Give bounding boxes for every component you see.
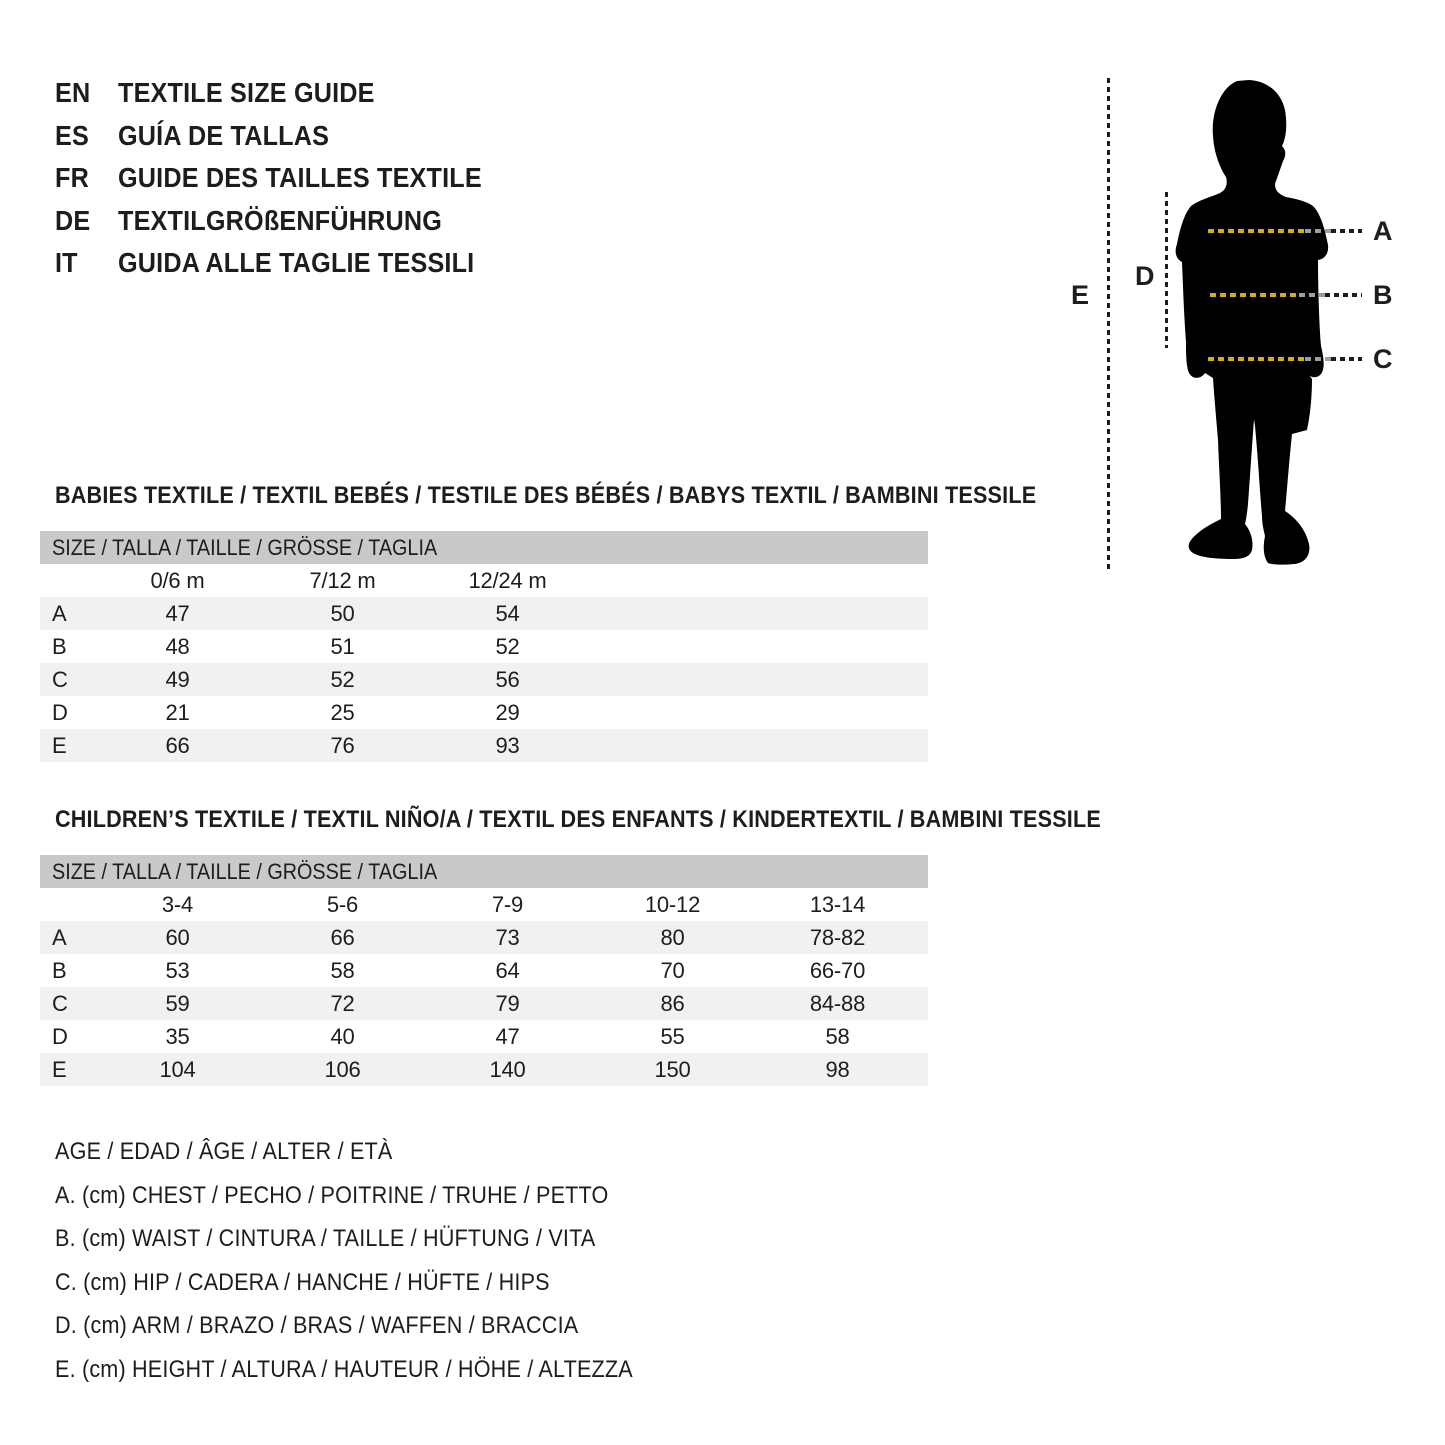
- table-cell: 40: [330, 1023, 355, 1049]
- table-row: [40, 597, 928, 630]
- table-row: [40, 921, 928, 954]
- row-label: D: [52, 1023, 68, 1049]
- table-cell: 140: [489, 1056, 526, 1082]
- children-size-header-bar: [40, 855, 928, 888]
- table-cell: 79: [495, 990, 520, 1016]
- language-row-es: [55, 115, 529, 158]
- hip-measure-line-fade: [1305, 357, 1331, 361]
- row-label: C: [52, 990, 68, 1016]
- column-header: 0/6 m: [150, 567, 205, 593]
- marker-label-d: D: [1135, 261, 1155, 291]
- babies-column-header-row: [40, 564, 928, 597]
- table-cell: 55: [660, 1023, 685, 1049]
- size-header-label: SIZE / TALLA / TAILLE / GRÖSSE / TAGLIA: [52, 534, 438, 560]
- table-cell: 80: [660, 924, 685, 950]
- children-section-title: CHILDREN’S TEXTILE / TEXTIL NIÑO/A / TEXTIL DES ENFANTS / KINDERTEXTIL / BAMBINI TESSILE: [55, 806, 1101, 833]
- language-row-it: [55, 242, 529, 285]
- column-header: 7-9: [491, 891, 524, 917]
- language-row-en: [55, 72, 529, 115]
- table-cell: 73: [495, 924, 520, 950]
- table-cell: 150: [654, 1056, 691, 1082]
- language-code: ES: [55, 119, 89, 151]
- language-row-fr: [55, 157, 529, 200]
- table-cell: 66: [165, 732, 190, 758]
- row-label: E: [52, 1056, 67, 1082]
- table-cell: 54: [495, 600, 520, 626]
- size-header-label: SIZE / TALLA / TAILLE / GRÖSSE / TAGLIA: [52, 858, 438, 884]
- chest-measure-line-fade: [1305, 229, 1331, 233]
- child-silhouette-icon: [1175, 78, 1340, 568]
- legend-height: E. (cm) HEIGHT / ALTURA / HAUTEUR / HÖHE / ALTEZZA: [55, 1355, 633, 1383]
- row-label: B: [52, 957, 67, 983]
- waist-measure-line-fade: [1299, 293, 1325, 297]
- table-cell: 52: [330, 666, 355, 692]
- table-cell: 53: [165, 957, 190, 983]
- guide-title-de: TEXTILGRÖßENFÜHRUNG: [118, 204, 443, 236]
- table-cell: 35: [165, 1023, 190, 1049]
- table-row: [40, 663, 928, 696]
- table-cell: 64: [495, 957, 520, 983]
- column-header: 12/24 m: [468, 567, 547, 593]
- table-cell: 72: [330, 990, 355, 1016]
- table-cell: 60: [165, 924, 190, 950]
- table-cell: 78-82: [809, 924, 866, 950]
- table-cell: 84-88: [809, 990, 866, 1016]
- measurement-legend: [55, 1130, 697, 1392]
- table-row: [40, 987, 928, 1020]
- children-size-table: [40, 855, 928, 1086]
- language-title-list: [55, 72, 529, 285]
- guide-title-en: TEXTILE SIZE GUIDE: [118, 77, 375, 108]
- legend-arm: D. (cm) ARM / BRAZO / BRAS / WAFFEN / BRACCIA: [55, 1312, 579, 1340]
- table-cell: 106: [324, 1056, 361, 1082]
- table-cell: 47: [165, 600, 190, 626]
- marker-label-a: A: [1373, 216, 1393, 246]
- children-column-header-row: [40, 888, 928, 921]
- table-cell: 66-70: [809, 957, 866, 983]
- marker-label-e: E: [1071, 280, 1090, 310]
- table-row: [40, 729, 928, 762]
- marker-label-c: C: [1373, 344, 1393, 374]
- table-cell: 48: [165, 633, 190, 659]
- row-label: A: [52, 600, 67, 626]
- babies-size-table: [40, 531, 928, 762]
- table-cell: 51: [330, 633, 355, 659]
- marker-label-b: B: [1373, 280, 1393, 310]
- waist-measure-line-dark: [1325, 293, 1362, 297]
- table-cell: 98: [825, 1056, 850, 1082]
- babies-size-header-bar: [40, 531, 928, 564]
- table-row: [40, 954, 928, 987]
- table-row: [40, 1020, 928, 1053]
- column-header: 10-12: [644, 891, 701, 917]
- guide-title-fr: GUIDE DES TAILLES TEXTILE: [118, 162, 482, 193]
- table-cell: 21: [165, 699, 190, 725]
- language-code: EN: [55, 77, 91, 108]
- row-label: A: [52, 924, 67, 950]
- legend-waist: B. (cm) WAIST / CINTURA / TAILLE / HÜFTUNG / VITA: [55, 1225, 596, 1253]
- table-row: [40, 696, 928, 729]
- waist-measure-line-yellow: [1210, 293, 1299, 297]
- table-cell: 29: [495, 699, 520, 725]
- arm-measure-line: [1165, 192, 1168, 348]
- column-header: 3-4: [161, 891, 194, 917]
- table-cell: 86: [660, 990, 685, 1016]
- table-cell: 56: [495, 666, 520, 692]
- column-header: 13-14: [809, 891, 866, 917]
- legend-age: AGE / EDAD / ÂGE / ALTER / ETÀ: [55, 1138, 393, 1165]
- table-cell: 70: [660, 957, 685, 983]
- hip-measure-line-dark: [1331, 357, 1362, 361]
- row-label: D: [52, 699, 68, 725]
- row-label: E: [52, 732, 67, 758]
- table-cell: 49: [165, 666, 190, 692]
- table-cell: 66: [330, 924, 355, 950]
- table-cell: 93: [495, 732, 520, 758]
- chest-measure-line-yellow: [1208, 229, 1305, 233]
- table-cell: 25: [330, 699, 355, 725]
- babies-section-title: BABIES TEXTILE / TEXTIL BEBÉS / TESTILE DES BÉBÉS / BABYS TEXTIL / BAMBINI TESSILE: [55, 482, 1037, 509]
- table-cell: 58: [330, 957, 355, 983]
- table-cell: 52: [495, 633, 520, 659]
- column-header: 7/12 m: [309, 567, 376, 593]
- legend-hip: C. (cm) HIP / CADERA / HANCHE / HÜFTE / HIPS: [55, 1268, 550, 1296]
- language-code: FR: [55, 162, 89, 193]
- table-cell: 104: [159, 1056, 196, 1082]
- table-cell: 59: [165, 990, 190, 1016]
- row-label: C: [52, 666, 68, 692]
- table-cell: 76: [330, 732, 355, 758]
- column-header: 5-6: [326, 891, 359, 917]
- language-code: DE: [55, 204, 91, 236]
- guide-title-es: GUÍA DE TALLAS: [118, 119, 330, 151]
- legend-chest: A. (cm) CHEST / PECHO / POITRINE / TRUHE / PETTO: [55, 1181, 609, 1209]
- language-code: IT: [55, 247, 78, 278]
- table-row: [40, 1053, 928, 1086]
- chest-measure-line-dark: [1331, 229, 1362, 233]
- table-cell: 58: [825, 1023, 850, 1049]
- row-label: B: [52, 633, 67, 659]
- language-row-de: [55, 200, 529, 243]
- measurement-figure: [1055, 60, 1445, 620]
- guide-title-it: GUIDA ALLE TAGLIE TESSILI: [118, 247, 475, 278]
- table-row: [40, 630, 928, 663]
- hip-measure-line-yellow: [1208, 357, 1305, 361]
- table-cell: 47: [495, 1023, 520, 1049]
- table-cell: 50: [330, 600, 355, 626]
